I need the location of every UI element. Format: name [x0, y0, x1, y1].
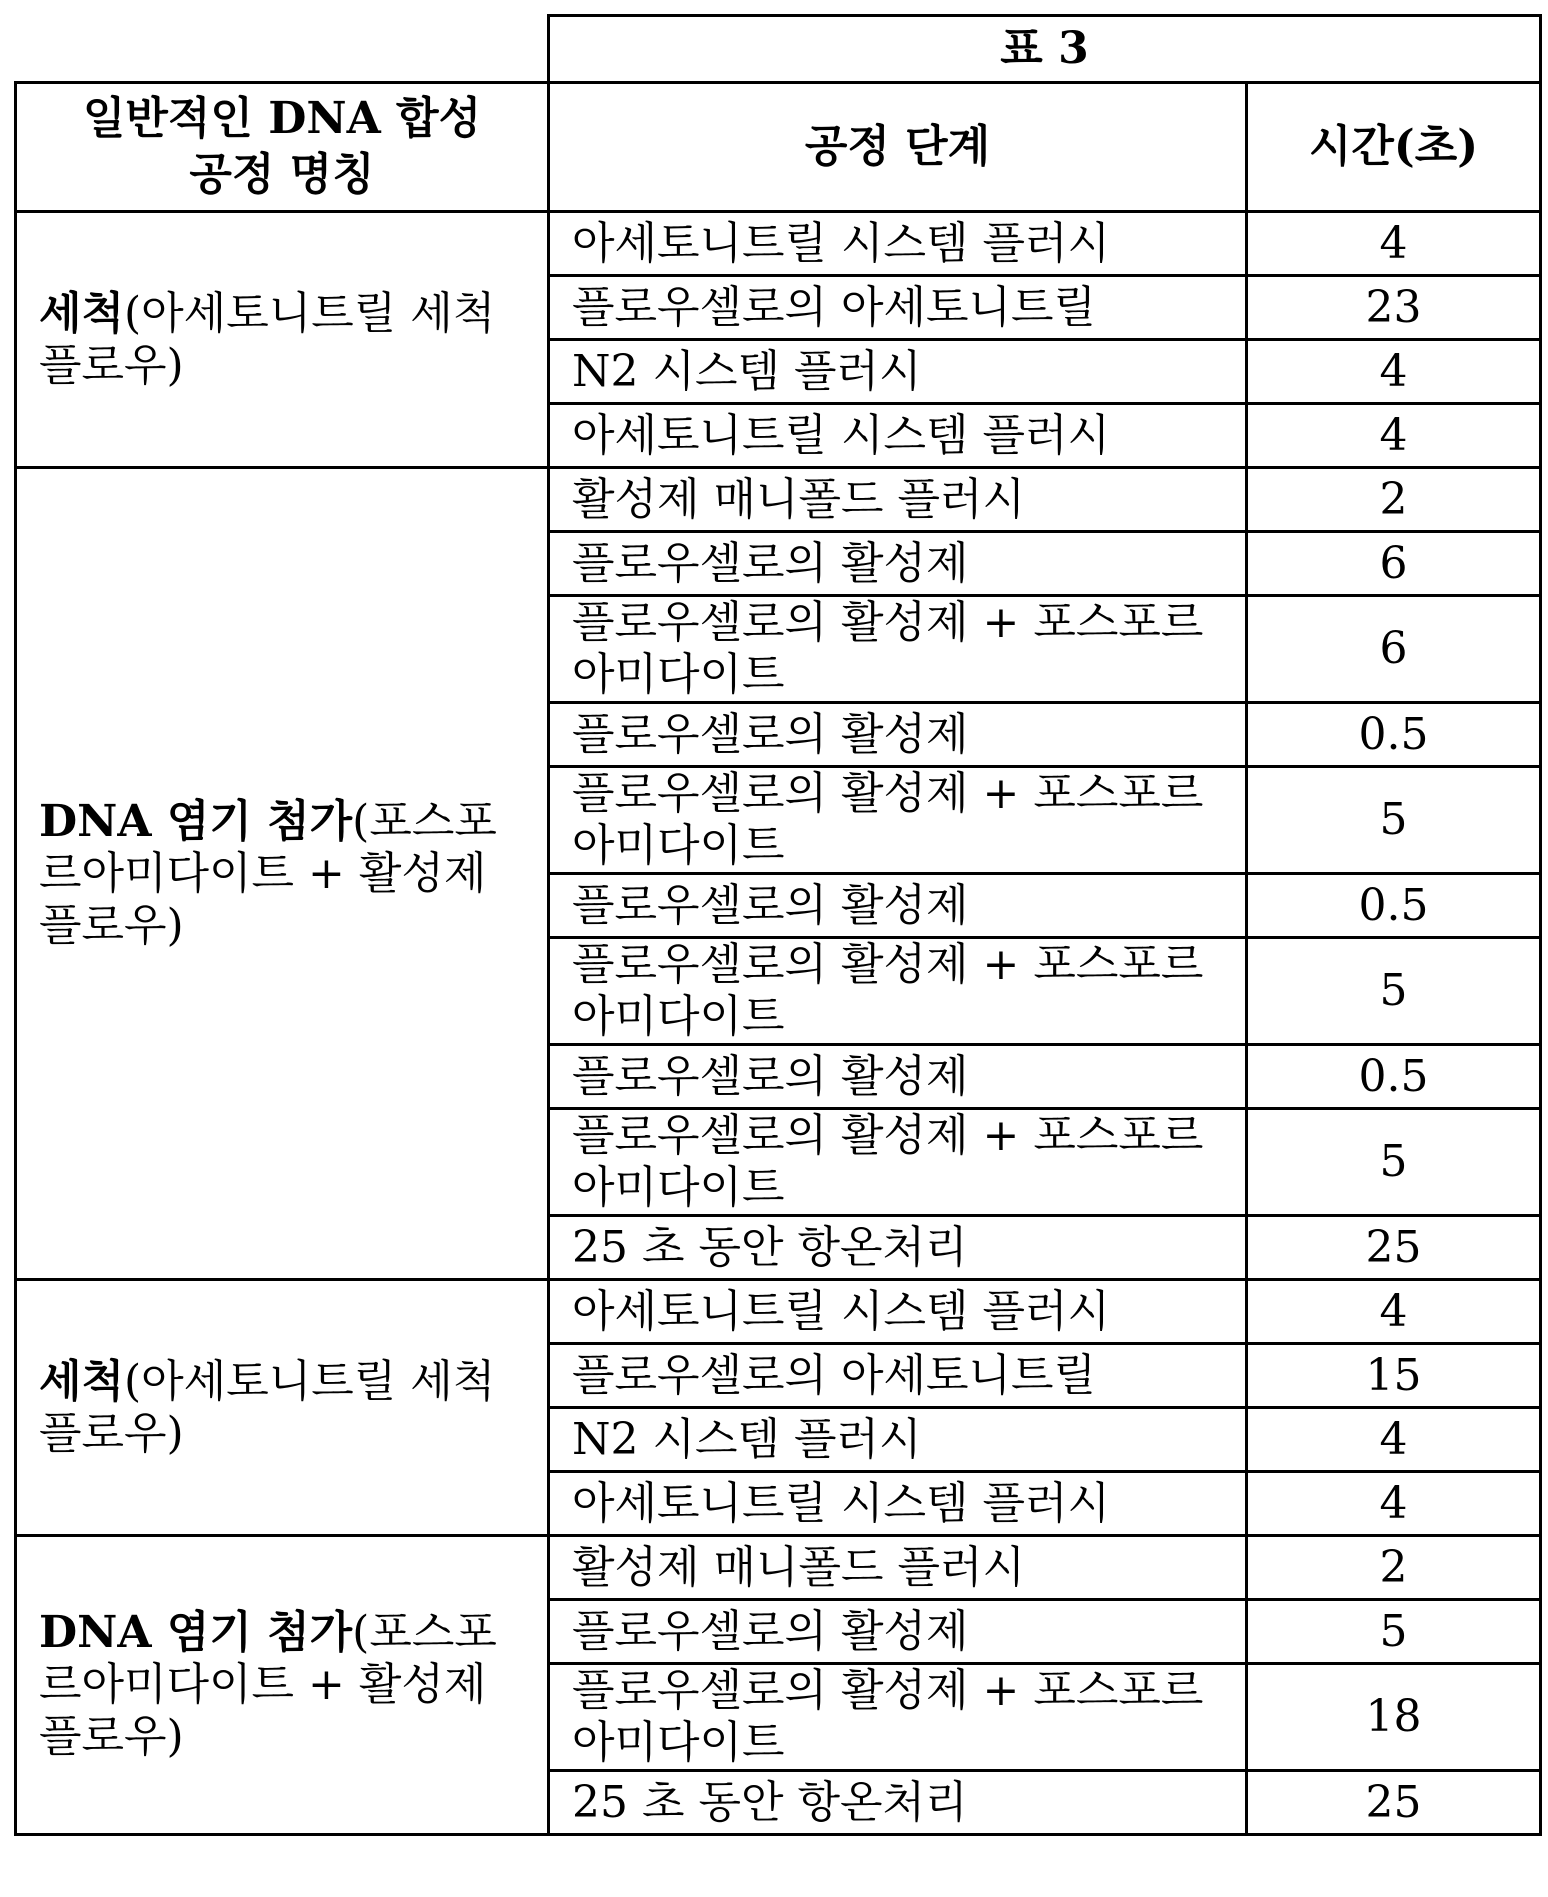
header-process-name: 일반적인 DNA 합성 공정 명칭: [16, 83, 549, 212]
step-cell: 플로우셀로의 활성제: [549, 703, 1247, 767]
time-cell: 4: [1247, 1408, 1541, 1472]
process-group-name-bold: DNA 염기 첨가: [39, 796, 352, 847]
time-cell: 0.5: [1247, 1045, 1541, 1109]
table-body: [16, 16, 1541, 1835]
time-cell: 15: [1247, 1344, 1541, 1408]
time-cell: 25: [1247, 1771, 1541, 1835]
time-cell: 6: [1247, 532, 1541, 596]
process-group-name-detail: (포스포르아미다이트 + 활성제 플로우): [39, 1607, 497, 1762]
table-row: [16, 1536, 1541, 1600]
step-cell: 플로우셀로의 활성제 + 포스포르아미다이트: [549, 1109, 1247, 1216]
time-cell: 5: [1247, 1600, 1541, 1664]
step-cell: 아세토니트릴 시스템 플러시: [549, 404, 1247, 468]
header-time: 시간(초): [1247, 83, 1541, 212]
time-cell: 4: [1247, 340, 1541, 404]
process-group-name: [16, 1280, 549, 1536]
step-cell: 아세토니트릴 시스템 플러시: [549, 1280, 1247, 1344]
process-group-name-detail: (포스포르아미다이트 + 활성제 플로우): [39, 796, 497, 951]
step-cell: 플로우셀로의 아세토니트릴: [549, 1344, 1247, 1408]
step-cell: 플로우셀로의 활성제: [549, 532, 1247, 596]
step-cell: 플로우셀로의 아세토니트릴: [549, 276, 1247, 340]
time-cell: 2: [1247, 468, 1541, 532]
time-cell: 4: [1247, 212, 1541, 276]
time-cell: 2: [1247, 1536, 1541, 1600]
process-group-name-bold: 세척: [39, 288, 124, 339]
time-cell: 4: [1247, 404, 1541, 468]
time-cell: 5: [1247, 938, 1541, 1045]
process-group-name: [16, 212, 549, 468]
step-cell: 플로우셀로의 활성제: [549, 874, 1247, 938]
step-cell: 플로우셀로의 활성제 + 포스포르아미다이트: [549, 1664, 1247, 1771]
time-cell: 6: [1247, 596, 1541, 703]
time-cell: 0.5: [1247, 703, 1541, 767]
step-cell: 플로우셀로의 활성제 + 포스포르아미다이트: [549, 596, 1247, 703]
header-row: [16, 83, 1541, 212]
step-cell: 플로우셀로의 활성제 + 포스포르아미다이트: [549, 938, 1247, 1045]
time-cell: 23: [1247, 276, 1541, 340]
process-group-name-bold: 세척: [39, 1356, 124, 1407]
header-step: 공정 단계: [549, 83, 1247, 212]
step-cell: 활성제 매니폴드 플러시: [549, 1536, 1247, 1600]
process-group-name: [16, 1536, 549, 1835]
dna-synthesis-table: [14, 14, 1542, 1836]
step-cell: 플로우셀로의 활성제 + 포스포르아미다이트: [549, 767, 1247, 874]
step-cell: 25 초 동안 항온처리: [549, 1771, 1247, 1835]
time-cell: 4: [1247, 1472, 1541, 1536]
process-group-name: [16, 468, 549, 1280]
step-cell: 플로우셀로의 활성제: [549, 1600, 1247, 1664]
time-cell: 5: [1247, 767, 1541, 874]
time-cell: 0.5: [1247, 874, 1541, 938]
step-cell: 25 초 동안 항온처리: [549, 1216, 1247, 1280]
table-row: [16, 1280, 1541, 1344]
table-row: [16, 212, 1541, 276]
time-cell: 18: [1247, 1664, 1541, 1771]
step-cell: 활성제 매니폴드 플러시: [549, 468, 1247, 532]
table-row: [16, 468, 1541, 532]
process-group-name-bold: DNA 염기 첨가: [39, 1607, 352, 1658]
step-cell: 아세토니트릴 시스템 플러시: [549, 212, 1247, 276]
step-cell: 플로우셀로의 활성제: [549, 1045, 1247, 1109]
process-group-name-detail: (아세토니트릴 세척 플로우): [39, 1356, 495, 1459]
time-cell: 25: [1247, 1216, 1541, 1280]
process-group-name-detail: (아세토니트릴 세척 플로우): [39, 288, 495, 391]
title-row: [16, 16, 1541, 83]
time-cell: 5: [1247, 1109, 1541, 1216]
blank-cell: [16, 16, 549, 83]
time-cell: 4: [1247, 1280, 1541, 1344]
step-cell: N2 시스템 플러시: [549, 1408, 1247, 1472]
table-title: 표 3: [549, 16, 1541, 83]
step-cell: 아세토니트릴 시스템 플러시: [549, 1472, 1247, 1536]
step-cell: N2 시스템 플러시: [549, 340, 1247, 404]
